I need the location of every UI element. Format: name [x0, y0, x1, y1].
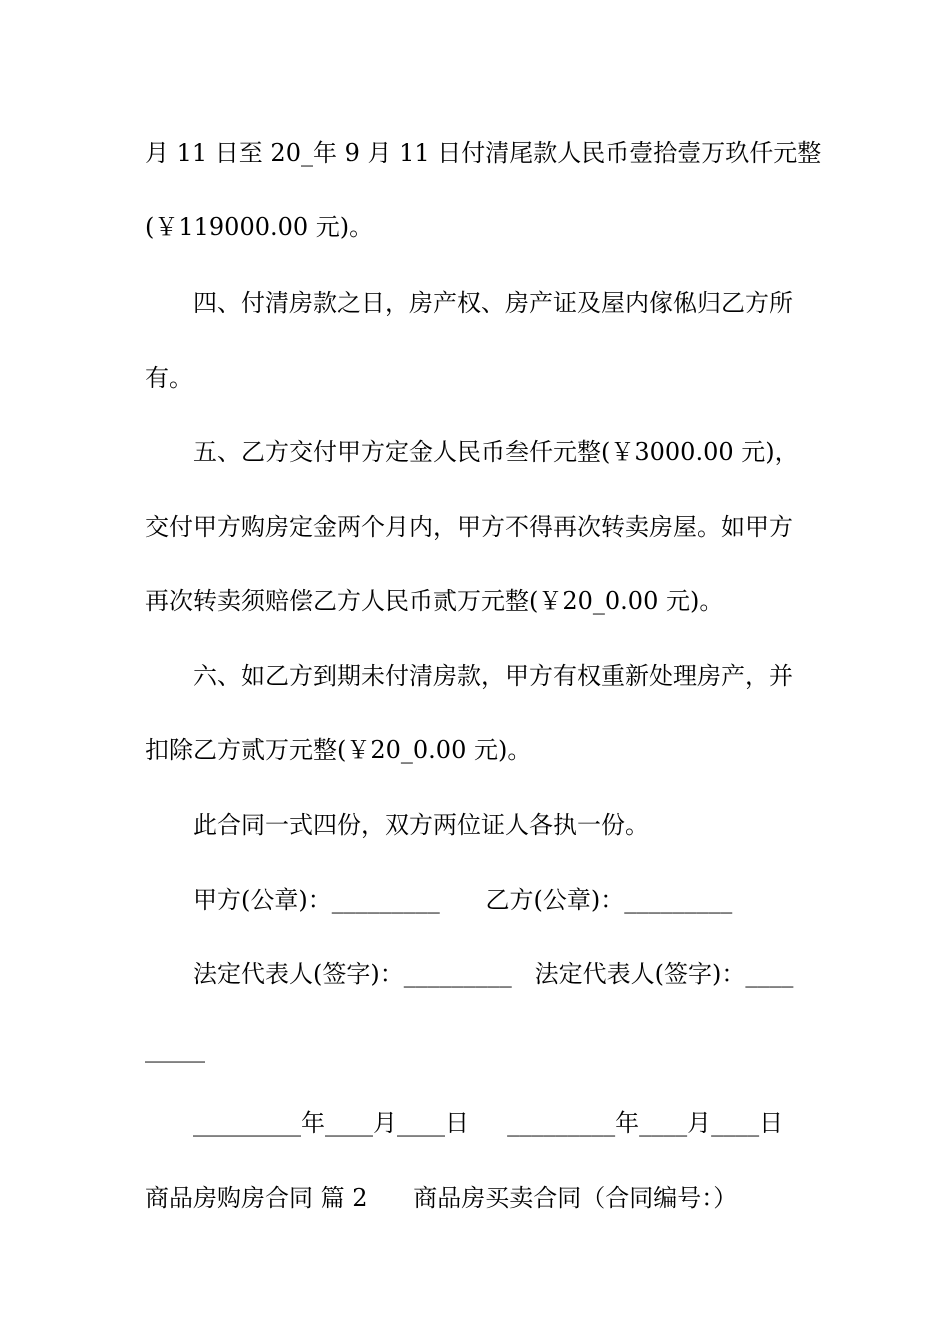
clause-5-line-3: 再次转卖须赔偿乙方人民币贰万元整(￥20_0.00 元)。 [145, 587, 724, 615]
legal-representative-line-cont: _____ [145, 1035, 205, 1063]
text-line-1: 月 11 日至 20_年 9 月 11 日付清尾款人民币壹拾壹万玖仟元整 [145, 139, 822, 167]
clause-5-line-2: 交付甲方购房定金两个月内，甲方不得再次转卖房屋。如甲方 [145, 513, 793, 541]
clause-6-line-1: 六、如乙方到期未付清房款，甲方有权重新处理房产，并 [193, 662, 793, 690]
party-seal-line: 甲方(公章)：_________ 乙方(公章)：_________ [193, 886, 733, 914]
clause-4-line-1: 四、付清房款之日，房产权、房产证及屋内傢俬归乙方所 [193, 289, 793, 317]
clause-5-line-1: 五、乙方交付甲方定金人民币叁仟元整(￥3000.00 元)， [193, 438, 799, 466]
text-line-2: (￥119000.00 元)。 [145, 213, 374, 241]
section-heading: 商品房购房合同 篇 2 商品房买卖合同（合同编号：） [145, 1184, 738, 1212]
copies-clause: 此合同一式四份，双方两位证人各执一份。 [193, 811, 649, 839]
legal-representative-line: 法定代表人(签字)：_________ 法定代表人(签字)：____ [193, 960, 794, 988]
clause-4-line-2: 有。 [145, 364, 193, 392]
date-line: _________年____月____日 _________年____月____日 [193, 1109, 784, 1137]
clause-6-line-2: 扣除乙方贰万元整(￥20_0.00 元)。 [145, 736, 532, 764]
